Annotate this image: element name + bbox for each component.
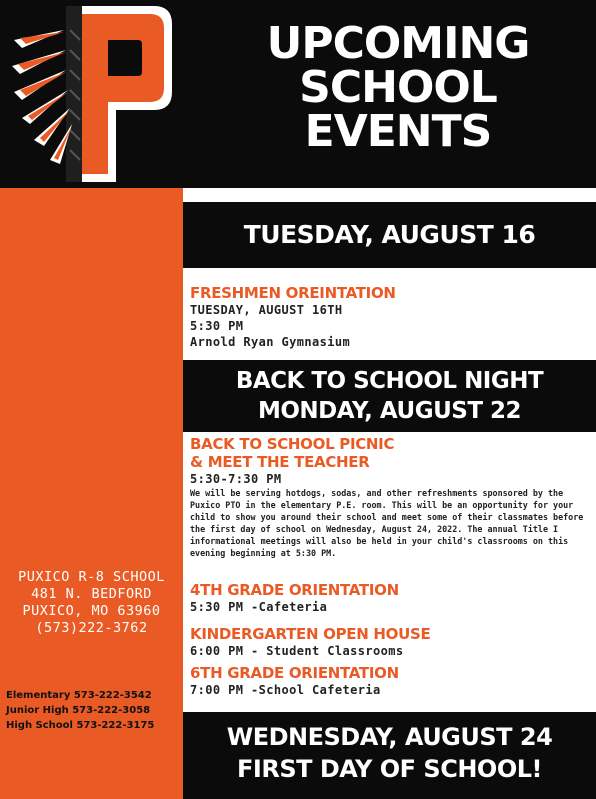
event-freshmen-place: Arnold Ryan Gymnasium [190, 335, 351, 349]
event-kindergarten-detail: 6:00 PM - Student Classrooms [190, 644, 404, 658]
phone-elementary: Elementary 573-222-3542 [6, 690, 152, 701]
event-6th-grade-detail: 7:00 PM -School Cafeteria [190, 683, 381, 697]
event-picnic-title-1: BACK TO SCHOOL PICNIC [190, 435, 395, 453]
event-6th-grade [190, 664, 590, 698]
school-street: 481 N. BEDFORD [31, 586, 152, 602]
band-first-day [183, 712, 596, 799]
event-4th-grade [190, 581, 590, 615]
band-back-line-1: BACK TO SCHOOL NIGHT [235, 368, 544, 394]
event-4th-grade-detail: 5:30 PM -Cafeteria [190, 600, 328, 614]
phone-high-school: High School 573-222-3175 [6, 720, 155, 731]
event-freshmen-time: 5:30 PM [190, 319, 244, 333]
feathers-icon [12, 30, 72, 164]
event-freshmen [190, 284, 590, 350]
band-tuesday [183, 202, 596, 268]
school-name: PUXICO R-8 SCHOOL [18, 569, 165, 585]
band-first-day-line-2: FIRST DAY OF SCHOOL! [237, 755, 542, 783]
event-freshmen-date: TUESDAY, AUGUST 16TH [190, 303, 343, 317]
event-picnic-title-2: & MEET THE TEACHER [190, 453, 370, 471]
event-6th-grade-title: 6TH GRADE ORIENTATION [190, 664, 399, 682]
event-freshmen-title: FRESHMEN OREINTATION [190, 284, 396, 302]
phone-list [6, 688, 184, 733]
title-line-3: EVENTS [304, 106, 492, 157]
page-title [200, 18, 596, 157]
letter-p-icon [66, 6, 172, 182]
phone-junior-high: Junior High 573-222-3058 [6, 705, 151, 716]
band-back-line-2: MONDAY, AUGUST 22 [257, 398, 522, 424]
school-phone: (573)222-3762 [35, 620, 148, 636]
title-line-1: UPCOMING [266, 18, 530, 69]
band-first-day-line-1: WEDNESDAY, AUGUST 24 [226, 723, 553, 751]
event-picnic-description: We will be serving hotdogs, sodas, and other refreshments sponsored by the Puxico PTO in the elementary P.E. room. This will be an opportunity for your child to show you around their school and meet some of their classmates before the first day of school on Wednesday, August 24, 2022. The annual Title I informational meetings will also be held in your child's classrooms on this evening beginning at 5:30 PM. [190, 488, 584, 558]
school-city: PUXICO, MO 63960 [22, 603, 161, 619]
school-address [0, 569, 183, 637]
title-line-2: SCHOOL [299, 62, 497, 113]
event-kindergarten [190, 625, 590, 659]
event-kindergarten-title: KINDERGARTEN OPEN HOUSE [190, 625, 431, 643]
band-back-to-school [183, 360, 596, 432]
event-picnic-time: 5:30-7:30 PM [190, 472, 282, 486]
school-logo [4, 0, 174, 188]
event-picnic [190, 435, 590, 559]
event-4th-grade-title: 4TH GRADE ORIENTATION [190, 581, 399, 599]
band-tuesday-text: TUESDAY, AUGUST 16 [243, 220, 536, 249]
